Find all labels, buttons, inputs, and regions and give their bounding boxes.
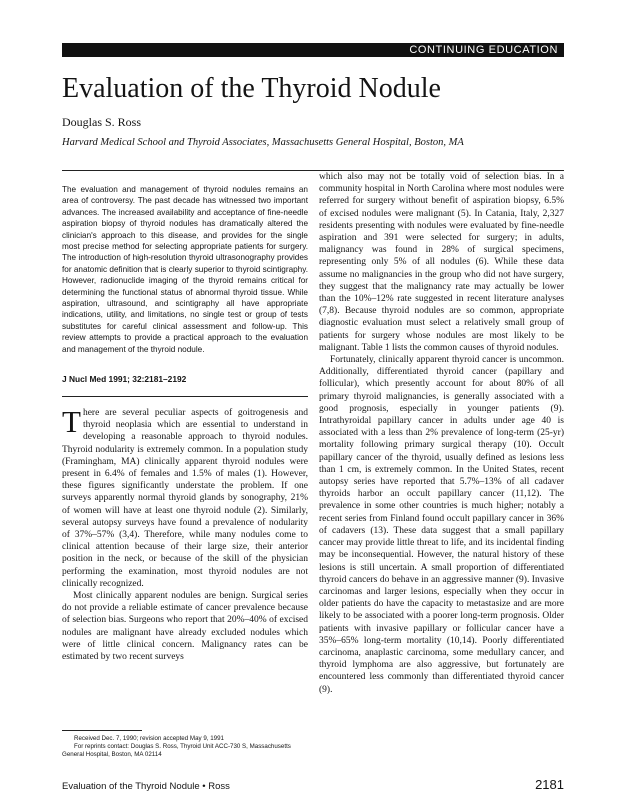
author-name: Douglas S. Ross	[62, 115, 142, 129]
body-paragraph: There are several peculiar aspects of goitrogenesis and thyroid neoplasia which are essential to understand in developing a reasonable approach to thyroid nodules. Thyroid nodularity is extremely common. In a population study (Framingham, MA) clinically apparent thyroid nodules were present in 6.4% of females and 1.5% of males (1). However, these figures significantly understate the problem. If one surveys apparently normal thyroid glands by sonography, 21% of women will have at least one thyroid nodule (2). Similarly, several autopsy surveys have found a prevalence of nodularity of 37%–57% (3,4). Therefore, while many nodules come to clinical attention because of their large size, their anterior position in the neck, or because of the skill of the physician performing the examination, most thyroid nodules are not clinically recognized.	[62, 404, 308, 589]
drop-cap: T	[62, 404, 81, 439]
author-affiliation: Harvard Medical School and Thyroid Associates, Massachusetts General Hospital, Boston, MA	[62, 137, 464, 148]
article-title: Evaluation of the Thyroid Nodule	[62, 73, 441, 104]
footnote-received: Received Dec. 7, 1990; revision accepted May 9, 1991	[74, 735, 224, 742]
left-column	[62, 404, 308, 663]
abstract-text: The evaluation and management of thyroid nodules remains an area of controversy. The past decade has witnessed two important advances. The increased availability and acceptance of fine-needle aspiration biopsy of thyroid nodules has dramatically altered the clinician's approach to this disease, and provides for the single most precise method for selecting appropriate patients for surgery. The introduction of high-resolution thyroid ultrasonography provides for anatomic definition that is clearly superior to thyroid scintigraphy. However, radionuclide imaging of the thyroid remains critical for determining the functional status of abnormal thyroid tissue. While aspiration, ultrasound, and scintigraphy all have appropriate indications, utility, and limitations, no single test or group of tests substitutes for careful clinical assessment and follow-up. This review attempts to provide a practical approach to the evaluation and management of the thyroid nodule.	[62, 185, 308, 354]
running-title: Evaluation of the Thyroid Nodule • Ross	[62, 781, 230, 792]
body-paragraph: Most clinically apparent nodules are benign. Surgical series do not provide a reliable estimate of cancer prevalence because of selection bias. Surgeons who report that 20%–40% of excised nodules are malignant have already excluded nodules which were of little clinical concern. Malignancy rates can be estimated by two recent surveys	[62, 591, 308, 663]
right-column	[319, 171, 564, 696]
footnote-reprints: For reprints contact: Douglas S. Ross, Thyroid Unit ACC-730 S, Massachusetts General Hospital, Boston, MA 02114	[62, 742, 291, 758]
body-paragraph: which also may not be totally void of selection bias. In a community hospital in North Carolina where most nodules were referred for surgery without benefit of aspiration biopsy, 6.5% of excised nodules were malignant (5). In Catania, Italy, 2,327 residents presenting with nodules were evaluated by fine-needle aspiration and 391 were selected for surgery; in adults, malignancy was found in 28% of surgical specimens, representing only 5% of all nodules (6). While these data assume no malignancies in the group who did not have surgery, they suggest that the malignancy rate may actually be lower than the 10%–12% rate suggested in recent literature analyses (7,8). Because thyroid nodules are so common, appropriate diagnostic evaluation must select a relatively small group of patients for surgery whose nodules are most likely to be malignant. Table 1 lists the common causes of thyroid nodules.	[319, 172, 564, 353]
section-banner: CONTINUING EDUCATION	[62, 43, 564, 57]
footnote-rule	[62, 730, 142, 731]
footnotes	[62, 735, 308, 758]
abstract-bottom-rule	[62, 396, 308, 397]
page-number: 2181	[535, 777, 564, 792]
body-paragraph: Fortunately, clinically apparent thyroid cancer is uncommon. Additionally, differentiated thyroid cancer (papillary and follicular), which presently account for about 80% of all primary thyroid malignancies, is generally associated with a good prognosis, especially in younger patients (9). Intrathyroidal papillary cancer in adults under age 40 is associated with a less than 2% prevalence of long-term (25-yr) mortality following primary surgical therapy (10). Occult papillary cancer of the thyroid, usually defined as lesions less than 1 cm, is extremely common. In the United States, recent autopsy series have reported that 5.7%–13% of all cadaver thyroids harbor an occult papillary cancer (11,12). The prevalence in some other countries is much higher; notably a recent series from Finland found occult papillary cancer in 36% of cadavers (13). These data suggest that a small papillary cancer may provide little threat to life, and its incidental finding may be inconsequential. However, the natural history of these lesions is still uncertain. A small proportion of differentiated thyroid cancers do behave in an aggressive manner (9). Invasive carcinomas and larger lesions, especially when they occur in older patients do have the capacity to metastasize and are more likely to be associated with a poorer long-term prognosis. Older patients with invasive papillary or follicular cancer have a 35%–65% long-term mortality (10,14). Poorly differentiated carcinoma, anaplastic carcinoma, some medullary cancer, and thyroid lymphoma are also aggressive, but fortunately are encountered less commonly than differentiated thyroid cancer (9).	[319, 355, 564, 695]
journal-citation: J Nucl Med 1991; 32:2181–2192	[62, 374, 187, 384]
